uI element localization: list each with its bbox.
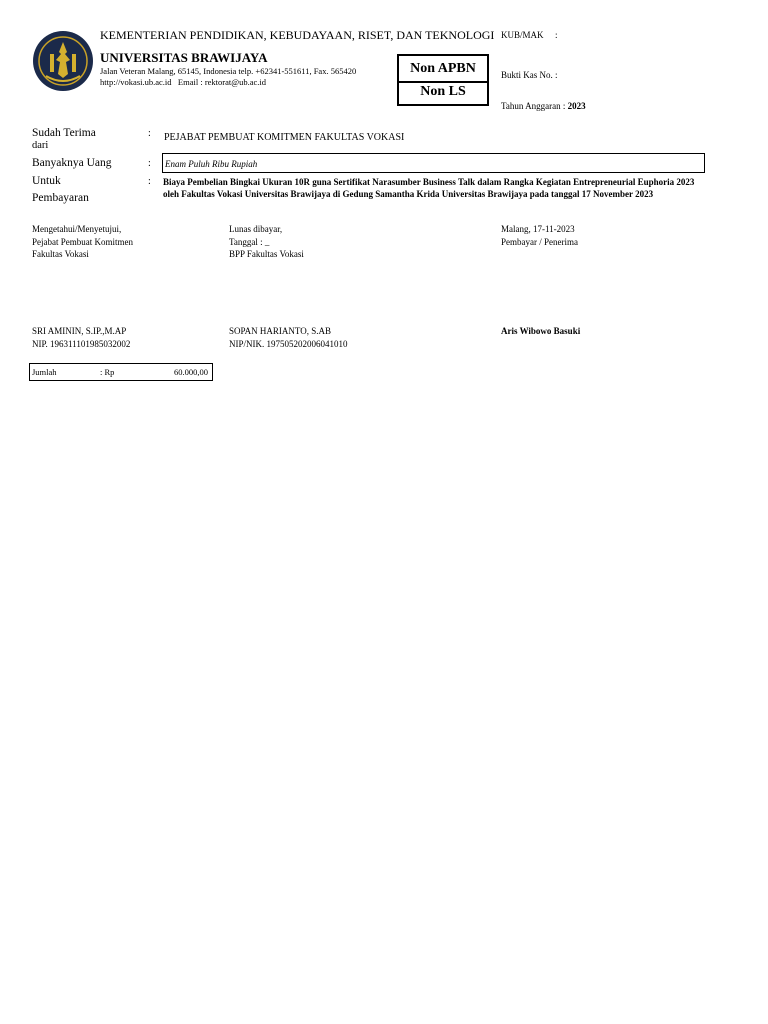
left-sign-line3: Fakultas Vokasi: [32, 249, 89, 259]
jumlah-currency: : Rp: [100, 367, 115, 377]
jumlah-label: Jumlah: [32, 367, 57, 377]
left-sign-line2: Pejabat Pembuat Komitmen: [32, 237, 133, 247]
right-sign-line2: Pembayar / Penerima: [501, 237, 578, 247]
jumlah-box: [29, 363, 213, 381]
university-address: Jalan Veteran Malang, 65145, Indonesia telp. +62341-551611, Fax. 565420: [100, 66, 357, 76]
middle-sign-line3: BPP Fakultas Vokasi: [229, 249, 304, 259]
email-text: Email : rektorat@ub.ac.id: [177, 77, 266, 87]
university-name: UNIVERSITAS BRAWIJAYA: [100, 50, 268, 65]
banyaknya-uang-value: Enam Puluh Ribu Rupiah: [162, 153, 705, 173]
bukti-kas-label: Bukti Kas No. :: [501, 70, 558, 80]
left-sign-line1: Mengetahui/Menyetujui,: [32, 224, 122, 234]
untuk-label: Untuk: [32, 175, 61, 187]
tahun-anggaran: [501, 101, 586, 111]
sudah-terima-label: Sudah Terima: [32, 127, 96, 139]
left-signer-name: SRI AMININ, S.IP.,M.AP: [32, 326, 127, 336]
kub-mak-colon: :: [555, 30, 558, 40]
middle-signer-nip: NIP/NIK. 197505202006041010: [229, 339, 348, 349]
right-signer-name: Aris Wibowo Basuki: [501, 326, 581, 336]
tahun-anggaran-value: 2023: [567, 101, 586, 111]
banyaknya-uang-label: Banyaknya Uang: [32, 157, 112, 169]
untuk-pembayaran-value: Biaya Pembelian Bingkai Ukuran 10R guna Sertifikat Narasumber Business Talk dalam Rangka Kegiatan Entrepreneurial Euphoria 2023 oleh Fakultas Vokasi Universitas Brawijaya di Gedung Samantha Krida Universitas Brawijaya pada tanggal 17 November 2023: [163, 177, 695, 199]
pembayaran-label: Pembayaran: [32, 192, 89, 204]
non-ls-box: Non LS: [397, 79, 489, 106]
middle-signer-name: SOPAN HARIANTO, S.AB: [229, 326, 332, 336]
jumlah-value: 60.000,00: [174, 367, 208, 377]
tahun-anggaran-label: Tahun Anggaran :: [501, 101, 566, 111]
middle-sign-line2: Tanggal : _: [229, 237, 270, 247]
website-link[interactable]: http://vokasi.ub.ac.id: [100, 77, 172, 87]
right-sign-line1: Malang, 17-11-2023: [501, 224, 575, 234]
non-apbn-box: Non APBN: [397, 54, 489, 83]
left-signer-nip: NIP. 196311101985032002: [32, 339, 131, 349]
sudah-terima-value: PEJABAT PEMBUAT KOMITMEN FAKULTAS VOKASI: [164, 132, 405, 143]
colon: :: [148, 128, 151, 139]
colon: :: [148, 176, 151, 187]
university-seal-icon: [32, 30, 94, 92]
colon: :: [148, 158, 151, 169]
ministry-name: KEMENTERIAN PENDIDIKAN, KEBUDAYAAN, RISET, DAN TEKNOLOGI: [100, 28, 495, 42]
university-contact: [100, 77, 266, 87]
middle-sign-line1: Lunas dibayar,: [229, 224, 283, 234]
kub-mak-label: KUB/MAK: [501, 30, 544, 40]
sudah-terima-label-dari: dari: [32, 140, 49, 151]
